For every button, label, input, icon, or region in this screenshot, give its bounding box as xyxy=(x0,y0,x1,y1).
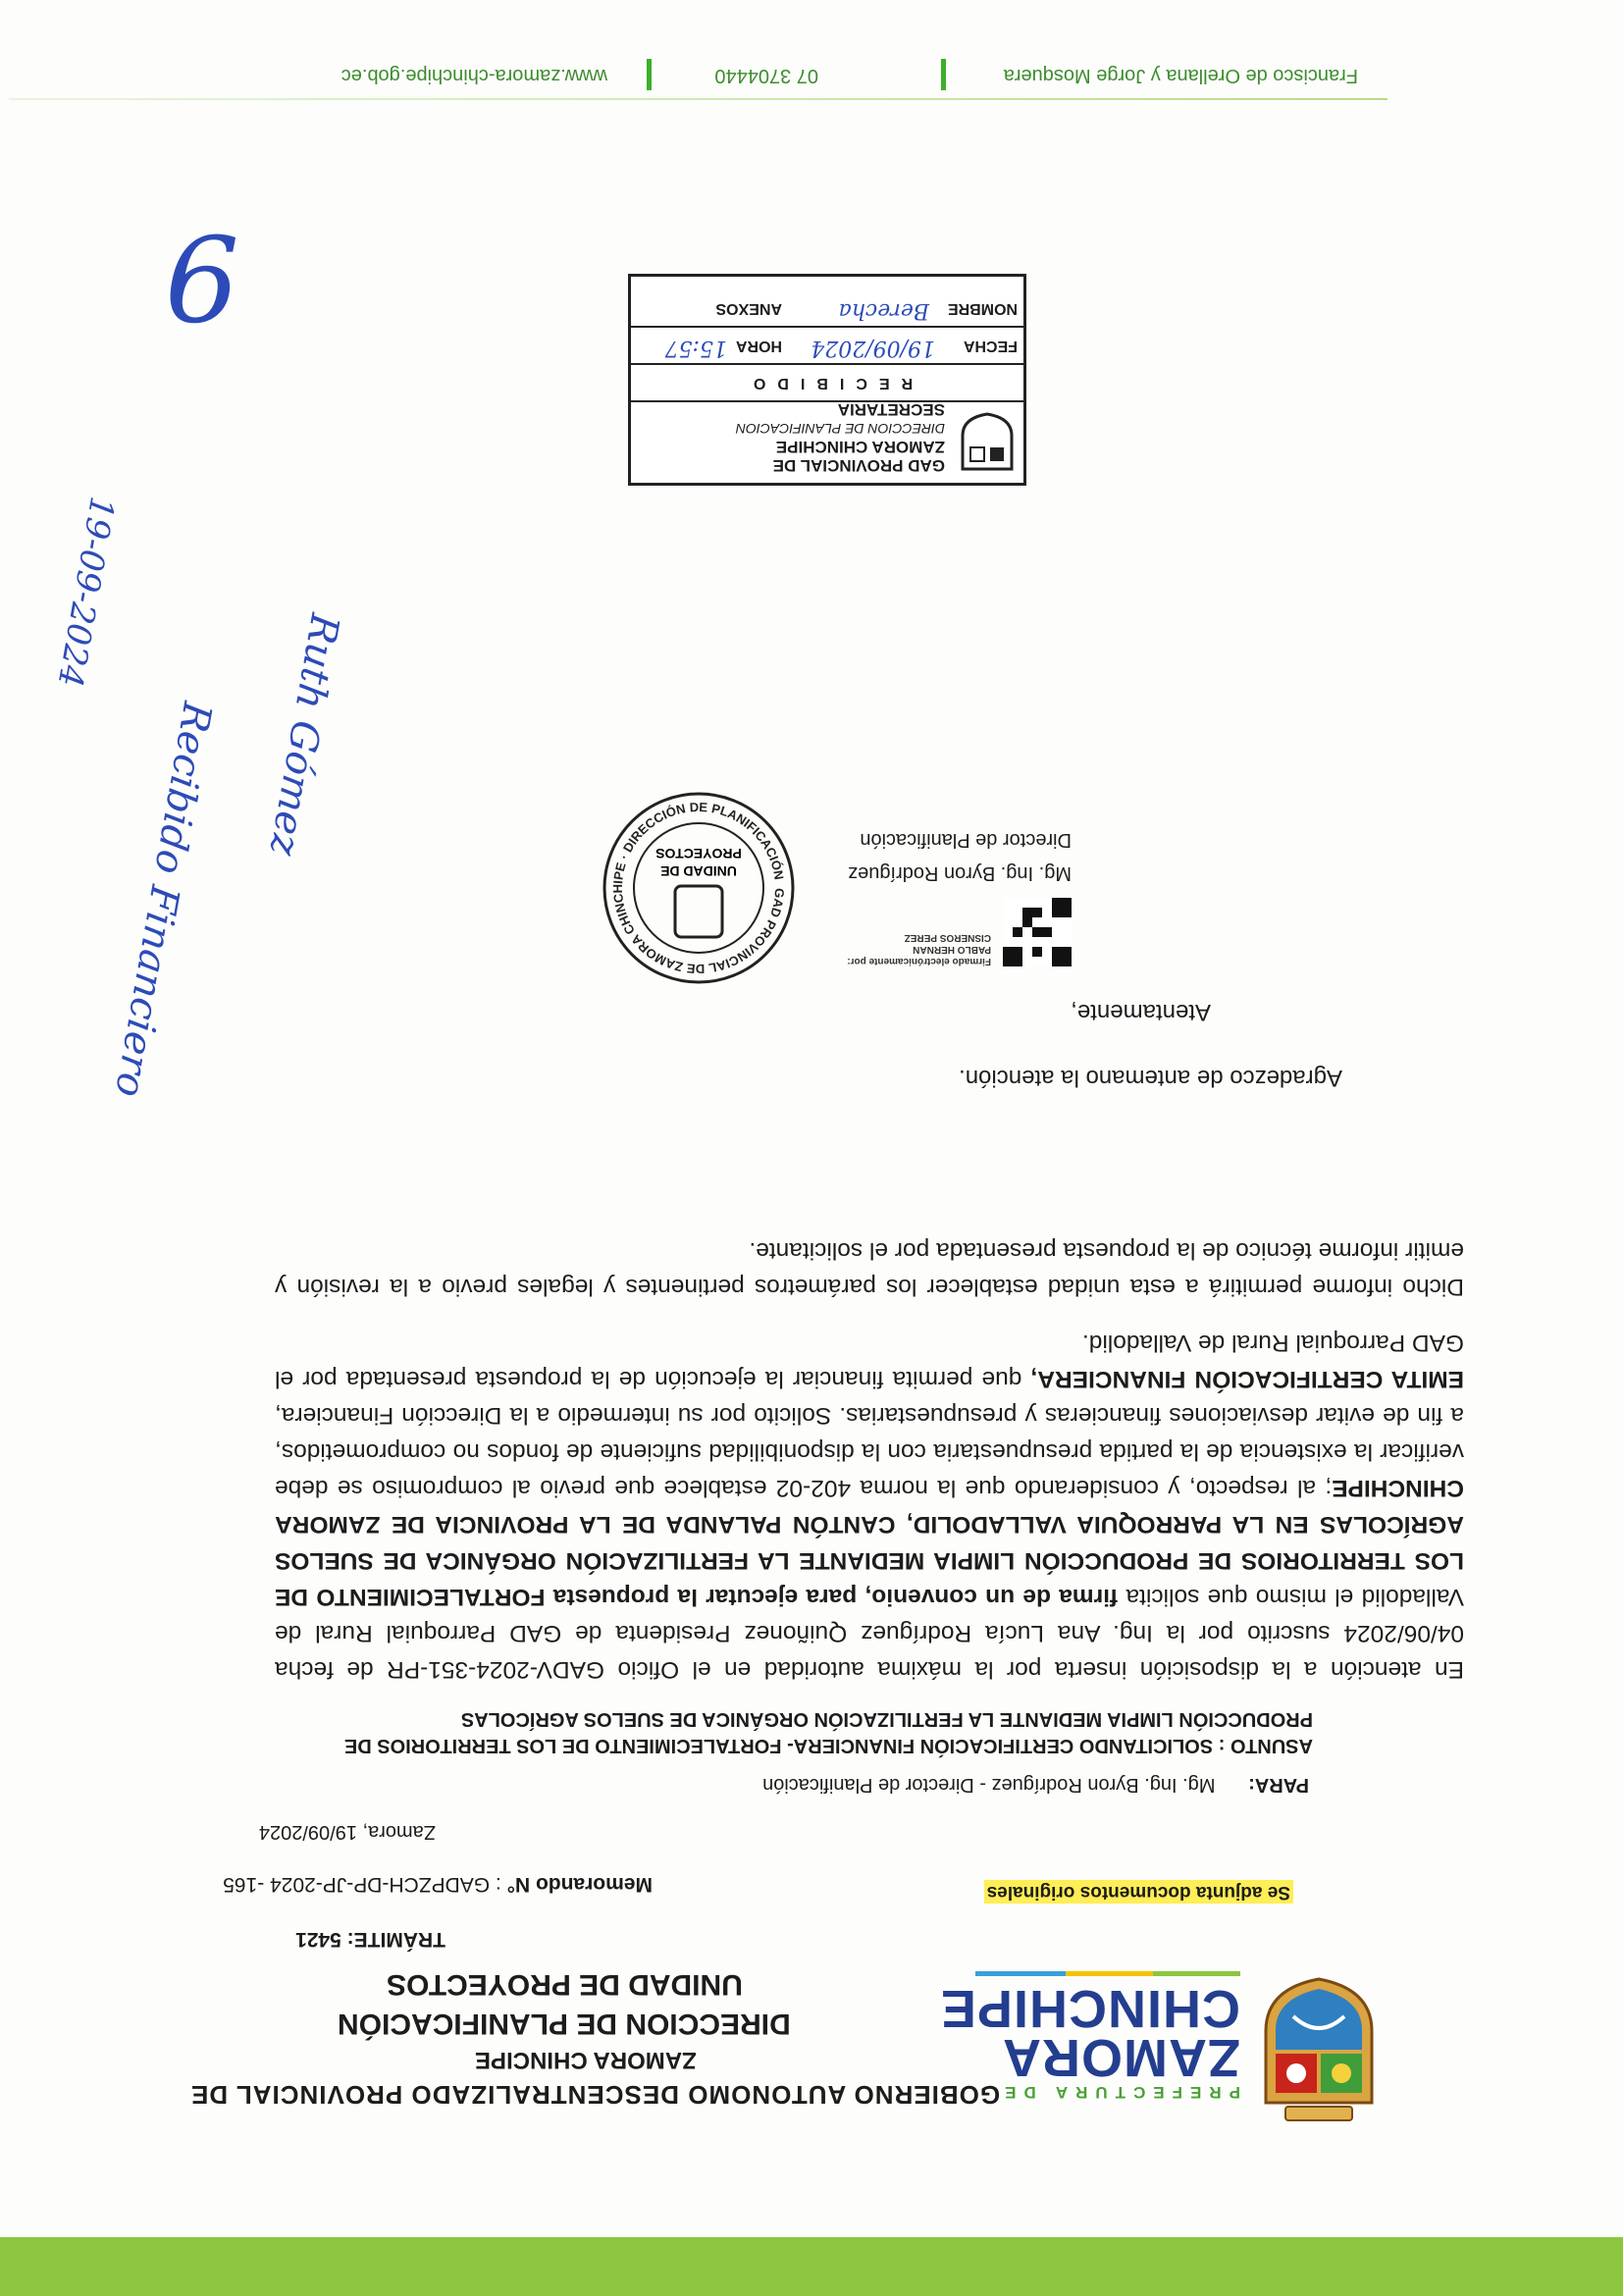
stamp-line-3: DIRECCION DE PLANIFICACION xyxy=(735,421,945,437)
handwritten-date: 19-09-2024 xyxy=(49,494,122,691)
gov-line-3: DIRECCION DE PLANIFICACIÓN xyxy=(338,2008,791,2040)
seal-inner-1: UNIDAD DE xyxy=(660,863,737,879)
e-signer-name-2: CISNEROS PEREZ xyxy=(904,932,991,943)
stamp-nombre-value: Berecha xyxy=(838,298,929,323)
e-signer-name-1: PABLO HERNAN xyxy=(913,944,991,955)
stamp-fecha-label: FECHA xyxy=(963,338,1018,354)
attachments-note: Se adjunta documentos originales xyxy=(984,1880,1293,1904)
footer-separator xyxy=(941,59,946,90)
body-p1-text-c: ; al respecto, y considerando que la norma 402-02 establece que previo al compromiso se debe verificar la existencia de la partida presupuestaria con la disponibilidad suficiente de fondos no comprometidos, a fin de evitar desviaciones financieras y presupuestarias. Solicito por su intermedio a la Dirección Financiera, xyxy=(275,1402,1464,1501)
stamp-line-2: ZAMORA CHINCHIPE xyxy=(775,438,945,456)
stamp-title xyxy=(736,400,945,475)
subject-value: SOLICITANDO CERTIFICACIÓN FINANCIERA- FORTALECIMIENTO DE LOS TERRITORIOS DE PRODUCCIÓN LIMPIA MEDIANTE LA FERTILIZACIÓN ORGÁNICA DE SUELOS AGRÍCOLAS xyxy=(343,1708,1313,1756)
to-value: Mg. Ing. Byron Rodríguez - Director de Planificación xyxy=(762,1774,1216,1796)
body-p1-bold-d: EMITA CERTIFICACIÓN FINANCIERA, xyxy=(1030,1366,1464,1392)
stamp-name-row xyxy=(631,290,1023,328)
recipient-line xyxy=(269,1773,1309,1796)
stamp-date-row xyxy=(631,328,1023,365)
brand-line-2: CHINCHIPE xyxy=(939,1979,1240,2038)
seal-outer-text: GAD PROVINCIAL DE ZAMORA CHINCHIPE · DIRECCIÓN DE PLANIFICACIÓN xyxy=(609,799,788,977)
stamp-nombre-label: NOMBRE xyxy=(947,300,1018,317)
signer-title: Director de Planificación xyxy=(860,829,1072,851)
footer-divider xyxy=(9,98,1387,100)
stamp-header xyxy=(631,402,1023,483)
subject-label: ASUNTO : xyxy=(1218,1735,1313,1756)
closing-line: Atentamente, xyxy=(1071,999,1211,1025)
subject-line xyxy=(263,1705,1313,1758)
seal-inner-2: PROYECTOS xyxy=(655,846,742,861)
qr-code-icon xyxy=(1003,898,1072,966)
coat-of-arms-logo xyxy=(1256,1977,1382,2124)
body-paragraph-2: Dicho informe permitirá a esta unidad establecer los parámetros pertinentes y legales previo a la revisión y emitir informe técnico de la propuesta presentada por el solicitante. xyxy=(275,1237,1464,1300)
stamp-line-4: SECRETARIA xyxy=(837,400,945,419)
signer-name: Mg. Ing. Byron Rodríguez xyxy=(848,862,1072,884)
memo-label: Memorando N° xyxy=(506,1873,653,1896)
memo-value: : GADPZCH-DP-JP-2024 -165 xyxy=(223,1873,501,1896)
handwritten-mark: 9 xyxy=(164,207,239,343)
memo-date: Zamora, 19/09/2024 xyxy=(258,1821,436,1843)
brand-line-1: ZAMORA xyxy=(1002,2028,1240,2087)
stamp-logo-icon xyxy=(959,412,1016,475)
gov-line-4: UNIDAD DE PROYECTOS xyxy=(387,1968,743,2001)
stamp-anexos-label: ANEXOS xyxy=(715,300,782,317)
reception-stamp xyxy=(628,274,1026,486)
footer-separator xyxy=(647,59,652,90)
stamp-hora-label: HORA xyxy=(735,338,782,354)
stamp-hora-value: 15:57 xyxy=(664,336,727,360)
thanks-line: Agradezco de antemano la atención. xyxy=(959,1065,1342,1091)
footer-address: Francisco de Orellana y Jorge Mosquera xyxy=(1003,65,1358,86)
stamp-recibido: RECIBIDO xyxy=(631,365,1023,402)
tramite-number: TRÁMITE: 5421 xyxy=(295,1928,445,1951)
stamp-line-1: GAD PROVINCIAL DE xyxy=(772,456,945,475)
unit-seal xyxy=(601,790,797,986)
body-p1-bold-b: firma de un convenio, para ejecutar la propuesta FORTALECIMIENTO DE LOS TERRITORIOS DE PRODUCCIÓN LIMPIA MEDIANTE LA FERTILIZACIÓN ORGÁNICA DE SUELOS AGRÍCOLAS EN LA PARROQUIA VALLADOLID, CANTÓN PALANDA DE LA PROVINCIA DE ZAMORA CHINCHIPE xyxy=(275,1475,1464,1610)
memo-body xyxy=(275,1213,1464,1688)
footer-phone: 07 3704440 xyxy=(714,65,818,86)
to-label: PARA: xyxy=(1248,1774,1309,1796)
body-p1-text-a: En atención a la disposición inserta por la máxima autoridad en el Oficio GADV-2024-351-PR de fecha 04/06/2024 suscrito por la Ing. Ana Lucía Rodríguez Quiñonez Presidenta de GAD Parroquial Rural de Valladolid el mismo que solicita xyxy=(275,1584,1464,1683)
e-signature-caption: Firmado electrónicamente por: xyxy=(847,956,991,966)
svg-text:GAD PROVINCIAL DE ZAMORA CHINC xyxy=(610,800,787,976)
memo-number xyxy=(191,1872,653,1896)
institution-heading xyxy=(190,1967,1073,2110)
handwritten-note-2: Ruth Gómez xyxy=(260,610,347,860)
footer-website: www.zamora-chinchipe.gob.ec xyxy=(340,65,607,86)
body-paragraph-1 xyxy=(275,1325,1464,1688)
stamp-fecha-value: 19/09/2024 xyxy=(811,336,935,360)
handwritten-note-1: Recibido Financiero xyxy=(105,699,220,1101)
gov-line-1: GOBIERNO AUTONOMO DESCENTRALIZADO PROVINCIAL DE xyxy=(190,2080,1001,2110)
brand-super: PREFECTURA DE xyxy=(997,2083,1240,2102)
body-p1-text-e: que permita financiar la ejecución de la propuesta presentada por el GAD Parroquial Rural de Valladolid. xyxy=(275,1330,1464,1392)
gov-line-2: ZAMORA CHINCIPE xyxy=(475,2047,697,2073)
header-green-bar xyxy=(0,2237,1623,2296)
